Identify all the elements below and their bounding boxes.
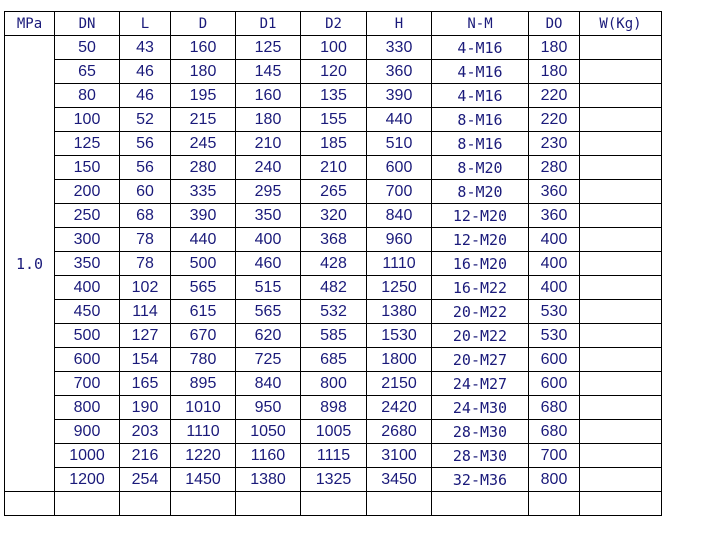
table-cell: 46 xyxy=(120,84,171,108)
table-cell: 160 xyxy=(236,84,301,108)
table-cell: 165 xyxy=(120,372,171,396)
table-cell: 280 xyxy=(529,156,580,180)
column-header: D1 xyxy=(236,12,301,36)
empty-cell xyxy=(5,492,55,516)
table-row xyxy=(5,84,662,108)
table-cell: 800 xyxy=(529,468,580,492)
table-row xyxy=(5,228,662,252)
empty-cell xyxy=(301,492,367,516)
table-header xyxy=(5,12,662,36)
table-cell: 1380 xyxy=(367,300,432,324)
table-cell: 68 xyxy=(120,204,171,228)
table-cell xyxy=(580,180,662,204)
table-cell: 1010 xyxy=(171,396,236,420)
table-cell: 335 xyxy=(171,180,236,204)
table-cell: 135 xyxy=(301,84,367,108)
table-cell: 80 xyxy=(55,84,120,108)
table-cell: 155 xyxy=(301,108,367,132)
table-cell: 1450 xyxy=(171,468,236,492)
table-cell: 52 xyxy=(120,108,171,132)
table-cell: 600 xyxy=(367,156,432,180)
table-cell: 960 xyxy=(367,228,432,252)
table-cell: 360 xyxy=(367,60,432,84)
table-cell: 895 xyxy=(171,372,236,396)
header-row xyxy=(5,12,662,36)
table-cell xyxy=(580,372,662,396)
empty-cell xyxy=(120,492,171,516)
table-cell: 1050 xyxy=(236,420,301,444)
table-row xyxy=(5,420,662,444)
table-cell xyxy=(580,60,662,84)
table-cell: 216 xyxy=(120,444,171,468)
table-cell: 1000 xyxy=(55,444,120,468)
table-cell: 800 xyxy=(301,372,367,396)
table-cell: 840 xyxy=(236,372,301,396)
table-cell: 500 xyxy=(171,252,236,276)
table-cell: 195 xyxy=(171,84,236,108)
table-cell: 700 xyxy=(55,372,120,396)
table-cell: 280 xyxy=(171,156,236,180)
table-cell xyxy=(580,228,662,252)
table-cell: 100 xyxy=(55,108,120,132)
table-cell: 350 xyxy=(55,252,120,276)
table-cell: 1800 xyxy=(367,348,432,372)
column-header: L xyxy=(120,12,171,36)
table-cell: 78 xyxy=(120,252,171,276)
table-cell: 2150 xyxy=(367,372,432,396)
table-cell: 530 xyxy=(529,324,580,348)
table-row xyxy=(5,180,662,204)
table-cell: 725 xyxy=(236,348,301,372)
table-cell: 32-M36 xyxy=(432,468,529,492)
table-cell: 680 xyxy=(529,420,580,444)
table-cell xyxy=(580,36,662,60)
table-cell: 145 xyxy=(236,60,301,84)
table-cell: 24-M27 xyxy=(432,372,529,396)
table-cell: 4-M16 xyxy=(432,84,529,108)
table-cell: 898 xyxy=(301,396,367,420)
column-header: DO xyxy=(529,12,580,36)
table-cell: 840 xyxy=(367,204,432,228)
table-cell: 685 xyxy=(301,348,367,372)
table-cell: 240 xyxy=(236,156,301,180)
empty-cell xyxy=(236,492,301,516)
table-cell: 620 xyxy=(236,324,301,348)
table-cell: 950 xyxy=(236,396,301,420)
table-cell xyxy=(580,276,662,300)
table-row xyxy=(5,444,662,468)
table-cell: 20-M22 xyxy=(432,300,529,324)
table-cell: 1325 xyxy=(301,468,367,492)
table-cell: 4-M16 xyxy=(432,60,529,84)
table-row xyxy=(5,396,662,420)
table-cell: 20-M27 xyxy=(432,348,529,372)
table-cell: 180 xyxy=(529,60,580,84)
table-cell: 8-M20 xyxy=(432,180,529,204)
table-cell xyxy=(580,444,662,468)
table-cell: 102 xyxy=(120,276,171,300)
column-header: MPa xyxy=(5,12,55,36)
table-cell: 320 xyxy=(301,204,367,228)
table-cell: 43 xyxy=(120,36,171,60)
table-row xyxy=(5,348,662,372)
table-cell: 585 xyxy=(301,324,367,348)
table-cell: 8-M16 xyxy=(432,108,529,132)
pressure-rating-cell: 1.0 xyxy=(5,36,55,492)
table-cell: 450 xyxy=(55,300,120,324)
table-cell: 2420 xyxy=(367,396,432,420)
table-cell: 20-M22 xyxy=(432,324,529,348)
table-cell: 428 xyxy=(301,252,367,276)
table-cell: 400 xyxy=(236,228,301,252)
table-cell: 46 xyxy=(120,60,171,84)
table-cell: 1530 xyxy=(367,324,432,348)
table-cell xyxy=(580,84,662,108)
table-cell: 390 xyxy=(367,84,432,108)
table-cell: 460 xyxy=(236,252,301,276)
table-cell: 515 xyxy=(236,276,301,300)
column-header: H xyxy=(367,12,432,36)
table-cell: 220 xyxy=(529,84,580,108)
table-cell: 368 xyxy=(301,228,367,252)
table-cell: 330 xyxy=(367,36,432,60)
column-header: N-M xyxy=(432,12,529,36)
table-cell: 12-M20 xyxy=(432,204,529,228)
table-cell: 600 xyxy=(529,372,580,396)
table-cell: 180 xyxy=(171,60,236,84)
table-row xyxy=(5,324,662,348)
table-cell: 500 xyxy=(55,324,120,348)
table-row xyxy=(5,156,662,180)
empty-cell xyxy=(529,492,580,516)
table-cell: 400 xyxy=(529,276,580,300)
table-cell: 180 xyxy=(529,36,580,60)
table-row xyxy=(5,252,662,276)
table-cell: 565 xyxy=(171,276,236,300)
table-cell: 65 xyxy=(55,60,120,84)
table-cell: 180 xyxy=(236,108,301,132)
table-cell: 3450 xyxy=(367,468,432,492)
table-cell: 1380 xyxy=(236,468,301,492)
table-cell: 440 xyxy=(367,108,432,132)
table-cell: 28-M30 xyxy=(432,444,529,468)
table-cell: 154 xyxy=(120,348,171,372)
table-row xyxy=(5,204,662,228)
table-cell: 600 xyxy=(55,348,120,372)
table-cell: 670 xyxy=(171,324,236,348)
table-cell: 3100 xyxy=(367,444,432,468)
table-cell: 780 xyxy=(171,348,236,372)
table-row xyxy=(5,132,662,156)
dimension-table xyxy=(4,11,662,516)
table-cell xyxy=(580,300,662,324)
table-cell: 245 xyxy=(171,132,236,156)
table-cell: 2680 xyxy=(367,420,432,444)
table-cell: 700 xyxy=(367,180,432,204)
table-cell: 210 xyxy=(236,132,301,156)
table-cell: 4-M16 xyxy=(432,36,529,60)
table-cell: 114 xyxy=(120,300,171,324)
table-cell: 56 xyxy=(120,132,171,156)
table-cell: 250 xyxy=(55,204,120,228)
table-cell: 1250 xyxy=(367,276,432,300)
table-cell: 200 xyxy=(55,180,120,204)
table-cell: 125 xyxy=(55,132,120,156)
table-row xyxy=(5,300,662,324)
table-cell: 1005 xyxy=(301,420,367,444)
table-cell: 8-M16 xyxy=(432,132,529,156)
table-cell: 390 xyxy=(171,204,236,228)
table-cell: 24-M30 xyxy=(432,396,529,420)
table-cell: 203 xyxy=(120,420,171,444)
table-cell: 60 xyxy=(120,180,171,204)
table-cell: 510 xyxy=(367,132,432,156)
table-cell xyxy=(580,420,662,444)
table-cell: 482 xyxy=(301,276,367,300)
table-cell: 265 xyxy=(301,180,367,204)
table-cell xyxy=(580,348,662,372)
empty-row xyxy=(5,492,662,516)
table-row xyxy=(5,276,662,300)
table-row xyxy=(5,468,662,492)
table-cell xyxy=(580,252,662,276)
table-cell xyxy=(580,108,662,132)
table-cell: 125 xyxy=(236,36,301,60)
table-cell: 360 xyxy=(529,180,580,204)
table-cell: 100 xyxy=(301,36,367,60)
table-row xyxy=(5,60,662,84)
table-cell: 12-M20 xyxy=(432,228,529,252)
table-cell: 300 xyxy=(55,228,120,252)
table-cell: 360 xyxy=(529,204,580,228)
table-cell: 600 xyxy=(529,348,580,372)
table-cell: 8-M20 xyxy=(432,156,529,180)
column-header: D2 xyxy=(301,12,367,36)
table-row xyxy=(5,372,662,396)
table-cell: 295 xyxy=(236,180,301,204)
table-cell: 28-M30 xyxy=(432,420,529,444)
table-cell: 50 xyxy=(55,36,120,60)
table-cell: 1160 xyxy=(236,444,301,468)
table-cell: 215 xyxy=(171,108,236,132)
table-body xyxy=(5,36,662,516)
table-cell: 1110 xyxy=(367,252,432,276)
table-cell: 565 xyxy=(236,300,301,324)
table-cell: 254 xyxy=(120,468,171,492)
table-cell: 900 xyxy=(55,420,120,444)
table-cell: 16-M22 xyxy=(432,276,529,300)
empty-cell xyxy=(171,492,236,516)
table-cell: 440 xyxy=(171,228,236,252)
empty-cell xyxy=(432,492,529,516)
column-header: D xyxy=(171,12,236,36)
table-cell xyxy=(580,156,662,180)
table-cell: 680 xyxy=(529,396,580,420)
table-cell: 16-M20 xyxy=(432,252,529,276)
table-cell: 532 xyxy=(301,300,367,324)
table-cell: 78 xyxy=(120,228,171,252)
table-cell: 1220 xyxy=(171,444,236,468)
table-cell: 1110 xyxy=(171,420,236,444)
table-cell: 150 xyxy=(55,156,120,180)
table-cell: 700 xyxy=(529,444,580,468)
table-cell: 400 xyxy=(529,228,580,252)
empty-cell xyxy=(367,492,432,516)
table-cell xyxy=(580,396,662,420)
table-cell: 615 xyxy=(171,300,236,324)
table-cell: 160 xyxy=(171,36,236,60)
column-header: W(Kg) xyxy=(580,12,662,36)
table-cell xyxy=(580,324,662,348)
table-cell: 220 xyxy=(529,108,580,132)
table-cell: 400 xyxy=(529,252,580,276)
table-cell: 120 xyxy=(301,60,367,84)
table-cell: 190 xyxy=(120,396,171,420)
table-cell: 400 xyxy=(55,276,120,300)
table-row xyxy=(5,108,662,132)
table-cell: 350 xyxy=(236,204,301,228)
table-row xyxy=(5,36,662,60)
table-cell: 185 xyxy=(301,132,367,156)
table-cell xyxy=(580,132,662,156)
table-cell xyxy=(580,468,662,492)
table-cell: 800 xyxy=(55,396,120,420)
table-cell: 1200 xyxy=(55,468,120,492)
table-cell: 1115 xyxy=(301,444,367,468)
table-cell xyxy=(580,204,662,228)
empty-cell xyxy=(580,492,662,516)
table-cell: 127 xyxy=(120,324,171,348)
table-cell: 530 xyxy=(529,300,580,324)
table-cell: 210 xyxy=(301,156,367,180)
column-header: DN xyxy=(55,12,120,36)
table-cell: 56 xyxy=(120,156,171,180)
empty-cell xyxy=(55,492,120,516)
table-cell: 230 xyxy=(529,132,580,156)
